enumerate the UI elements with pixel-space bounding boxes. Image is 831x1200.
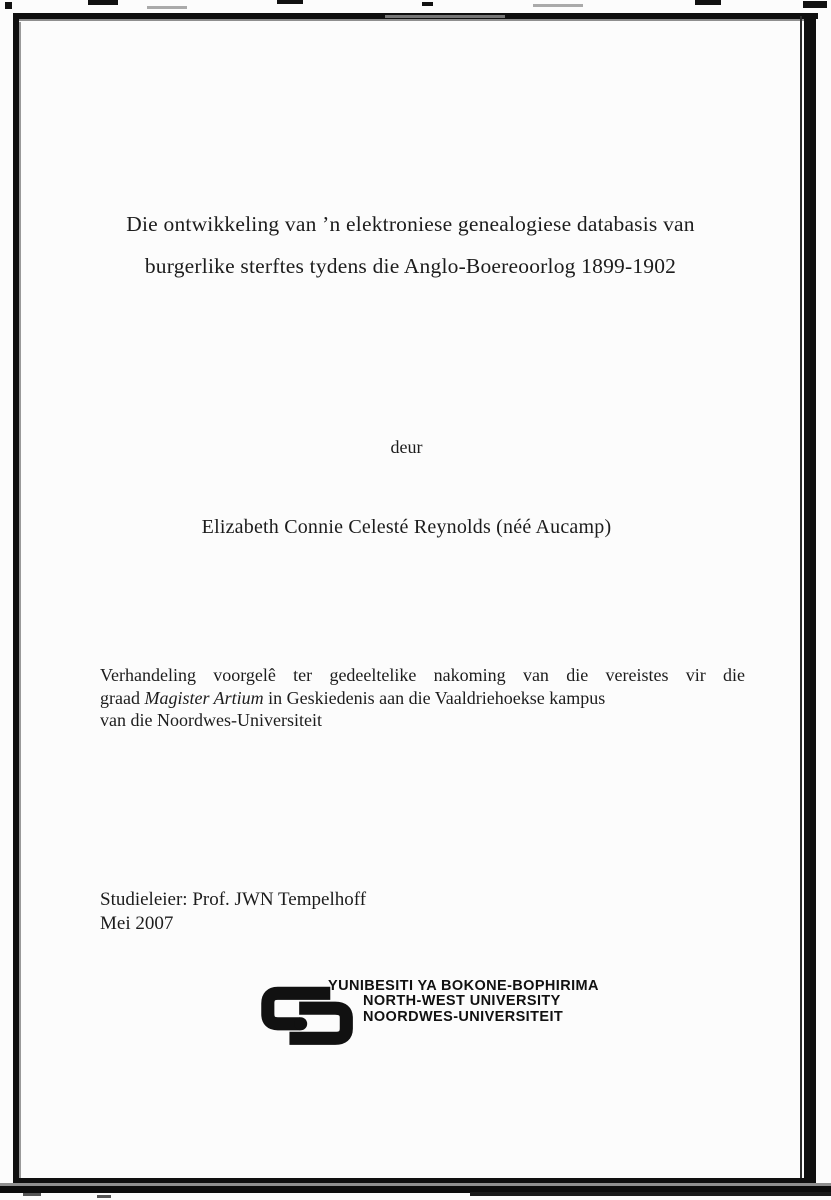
degree-statement [100,664,745,732]
byline: deur [390,437,423,457]
scan-artifact [23,1193,41,1196]
thesis-title [55,203,766,287]
scan-artifact [695,0,721,5]
degree-statement-line-2-post: in Geskiedenis aan die Vaaldriehoekse kampus [263,687,606,708]
author-name: Elizabeth Connie Celesté Reynolds (néé Aucamp) [201,516,612,538]
university-name-afrikaans: NOORDWES-UNIVERSITEIT [363,1008,564,1025]
supervisor-block [100,888,366,935]
page-border-right [804,13,816,1192]
scan-artifact [277,0,303,4]
degree-statement-line-3: van die Noordwes-Universiteit [100,710,322,731]
scan-artifact [533,4,583,7]
scan-artifact [803,1,827,8]
thesis-title-line-1: Die ontwikkeling van ’n elektroniese genealogiese databasis van [126,212,695,236]
degree-statement-line-2 [100,687,745,710]
university-logo [253,978,599,1052]
supervisor-line: Studieleier: Prof. JWN Tempelhoff [100,889,367,910]
university-name-english: NORTH-WEST UNIVERSITY [363,993,561,1010]
scan-artifact [97,1195,111,1198]
thesis-title-line-2: burgerlike sterftes tydens die Anglo-Boereoorlog 1899-1902 [144,254,677,278]
scan-artifact [147,6,187,9]
page-border-top-fringe [13,19,805,21]
scan-artifact [5,2,12,9]
page-border-left-fringe [19,22,21,1178]
page-border-right-inner [800,16,802,1182]
scan-artifact [385,15,505,18]
degree-statement-line-2-pre: graad [100,687,145,708]
date-line: Mei 2007 [100,912,174,934]
university-logo-text [328,978,599,1025]
scan-edge-band-bottom-2 [470,1192,831,1196]
scan-artifact [422,2,433,6]
university-name-setswana: YUNIBESITI YA BOKONE-BOPHIRIMA [328,978,599,994]
degree-name: Magister Artium [144,687,264,708]
scan-artifact [88,0,118,5]
degree-statement-line-1: Verhandeling voorgelê ter gedeeltelike nakoming van die vereistes vir die [100,665,745,685]
